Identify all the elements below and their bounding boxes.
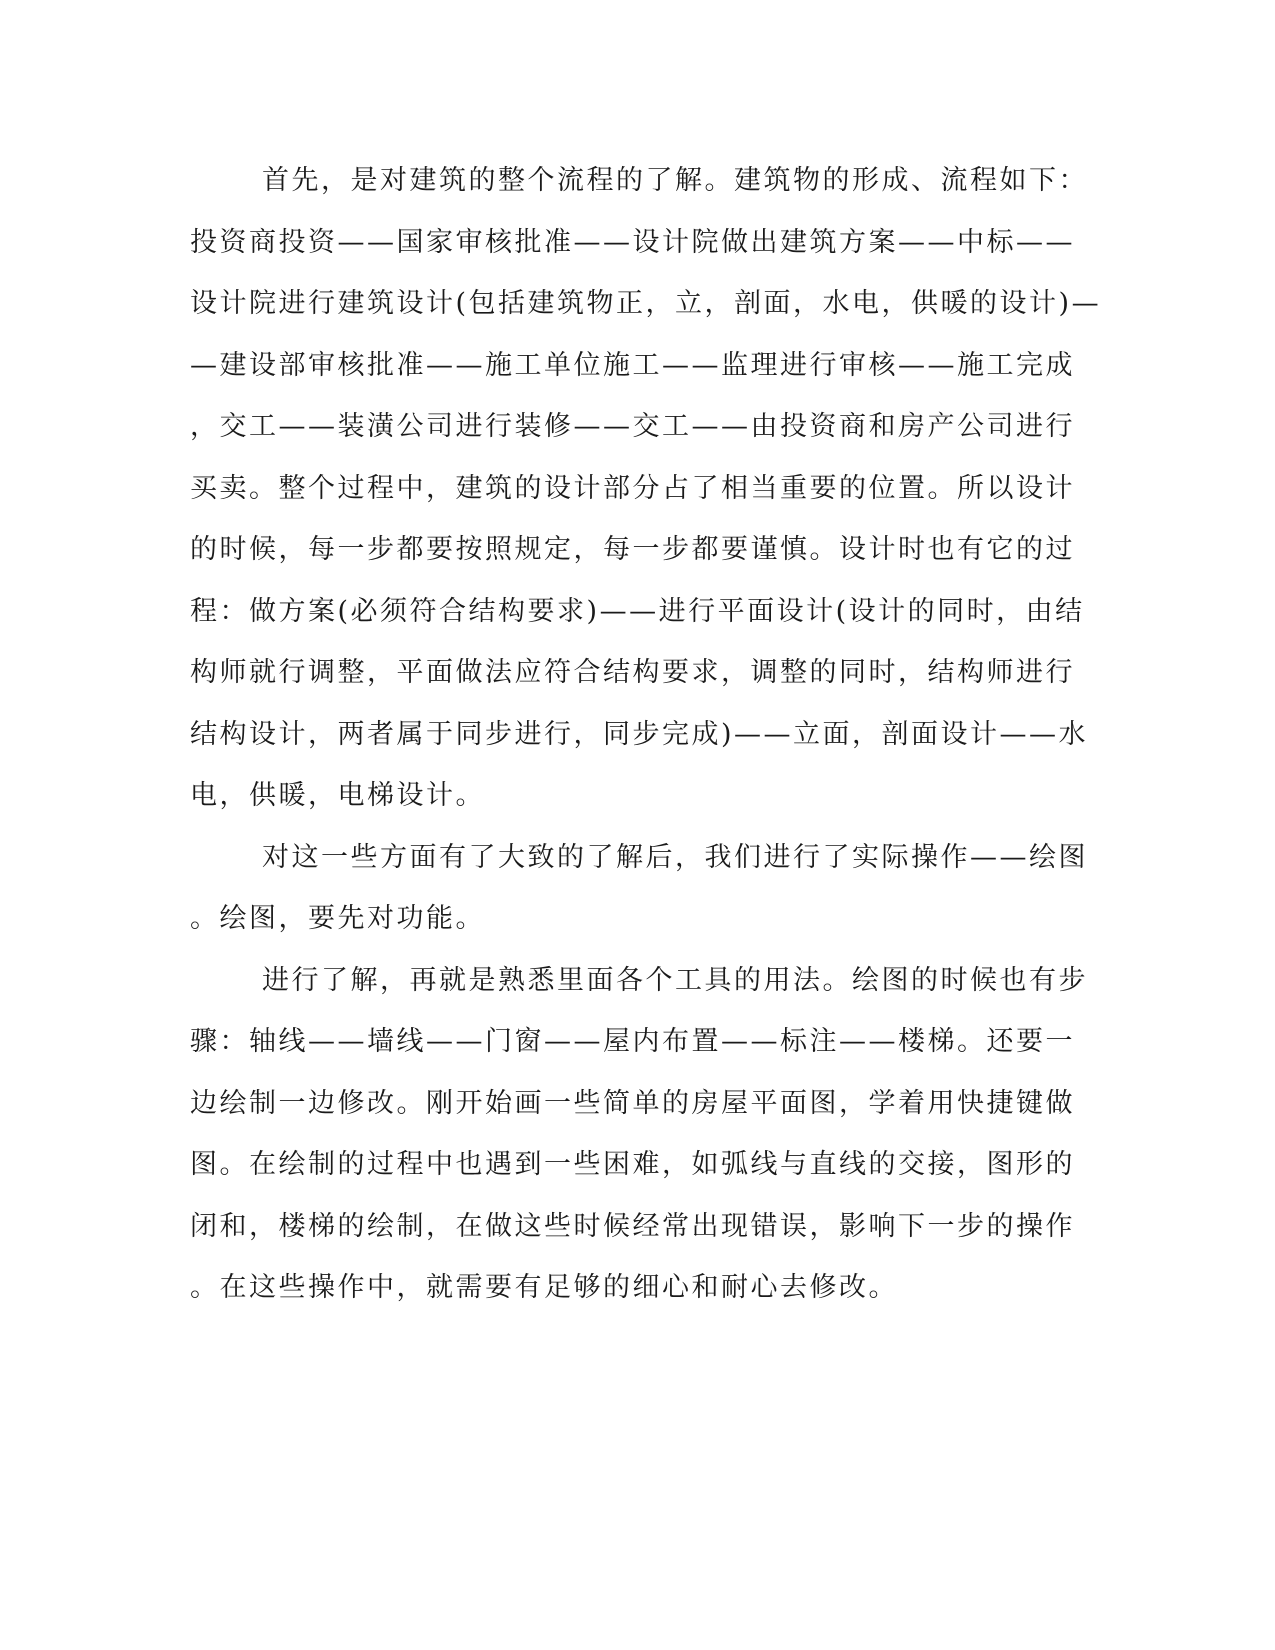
text-line: —建设部审核批准——施工单位施工——监理进行审核——施工完成 <box>190 349 1075 381</box>
text-line: 边绘制一边修改。刚开始画一些简单的房屋平面图，学着用快捷键做 <box>190 1087 1075 1119</box>
text-line: 对这一些方面有了大致的了解后，我们进行了实际操作——绘图 <box>262 841 1088 873</box>
text-line: 投资商投资——国家审核批准——设计院做出建筑方案——中标—— <box>190 226 1075 258</box>
text-line: 电，供暖，电梯设计。 <box>190 780 485 811</box>
text-line: 结构设计，两者属于同步进行，同步完成)——立面，剖面设计——水 <box>190 718 1089 750</box>
text-line: 构师就行调整，平面做法应符合结构要求，调整的同时，结构师进行 <box>190 657 1075 688</box>
text-line: 买卖。整个过程中，建筑的设计部分占了相当重要的位置。所以设计 <box>190 472 1075 504</box>
text-line: 图。在绘制的过程中也遇到一些困难，如弧线与直线的交接，图形的 <box>190 1149 1075 1180</box>
text-line: 闭和，楼梯的绘制，在做这些时候经常出现错误，影响下一步的操作 <box>190 1210 1075 1242</box>
text-line: 首先，是对建筑的整个流程的了解。建筑物的形成、流程如下： <box>262 165 1088 196</box>
text-line: ，交工——装潢公司进行装修——交工——由投资商和房产公司进行 <box>190 411 1075 442</box>
text-line: 进行了解，再就是熟悉里面各个工具的用法。绘图的时候也有步 <box>262 964 1088 996</box>
text-line: 。在这些操作中，就需要有足够的细心和耐心去修改。 <box>190 1272 898 1303</box>
text-line: 程：做方案(必须符合结构要求)——进行平面设计(设计的同时，由结 <box>190 595 1085 627</box>
text-line: 的时候，每一步都要按照规定，每一步都要谨慎。设计时也有它的过 <box>190 534 1075 565</box>
text-line: 骤：轴线——墙线——门窗——屋内布置——标注——楼梯。还要一 <box>190 1026 1075 1057</box>
body-text <box>190 161 1102 1330</box>
text-line: 。绘图，要先对功能。 <box>190 903 485 934</box>
text-line: 设计院进行建筑设计(包括建筑物正，立，剖面，水电，供暖的设计)— <box>190 288 1102 319</box>
